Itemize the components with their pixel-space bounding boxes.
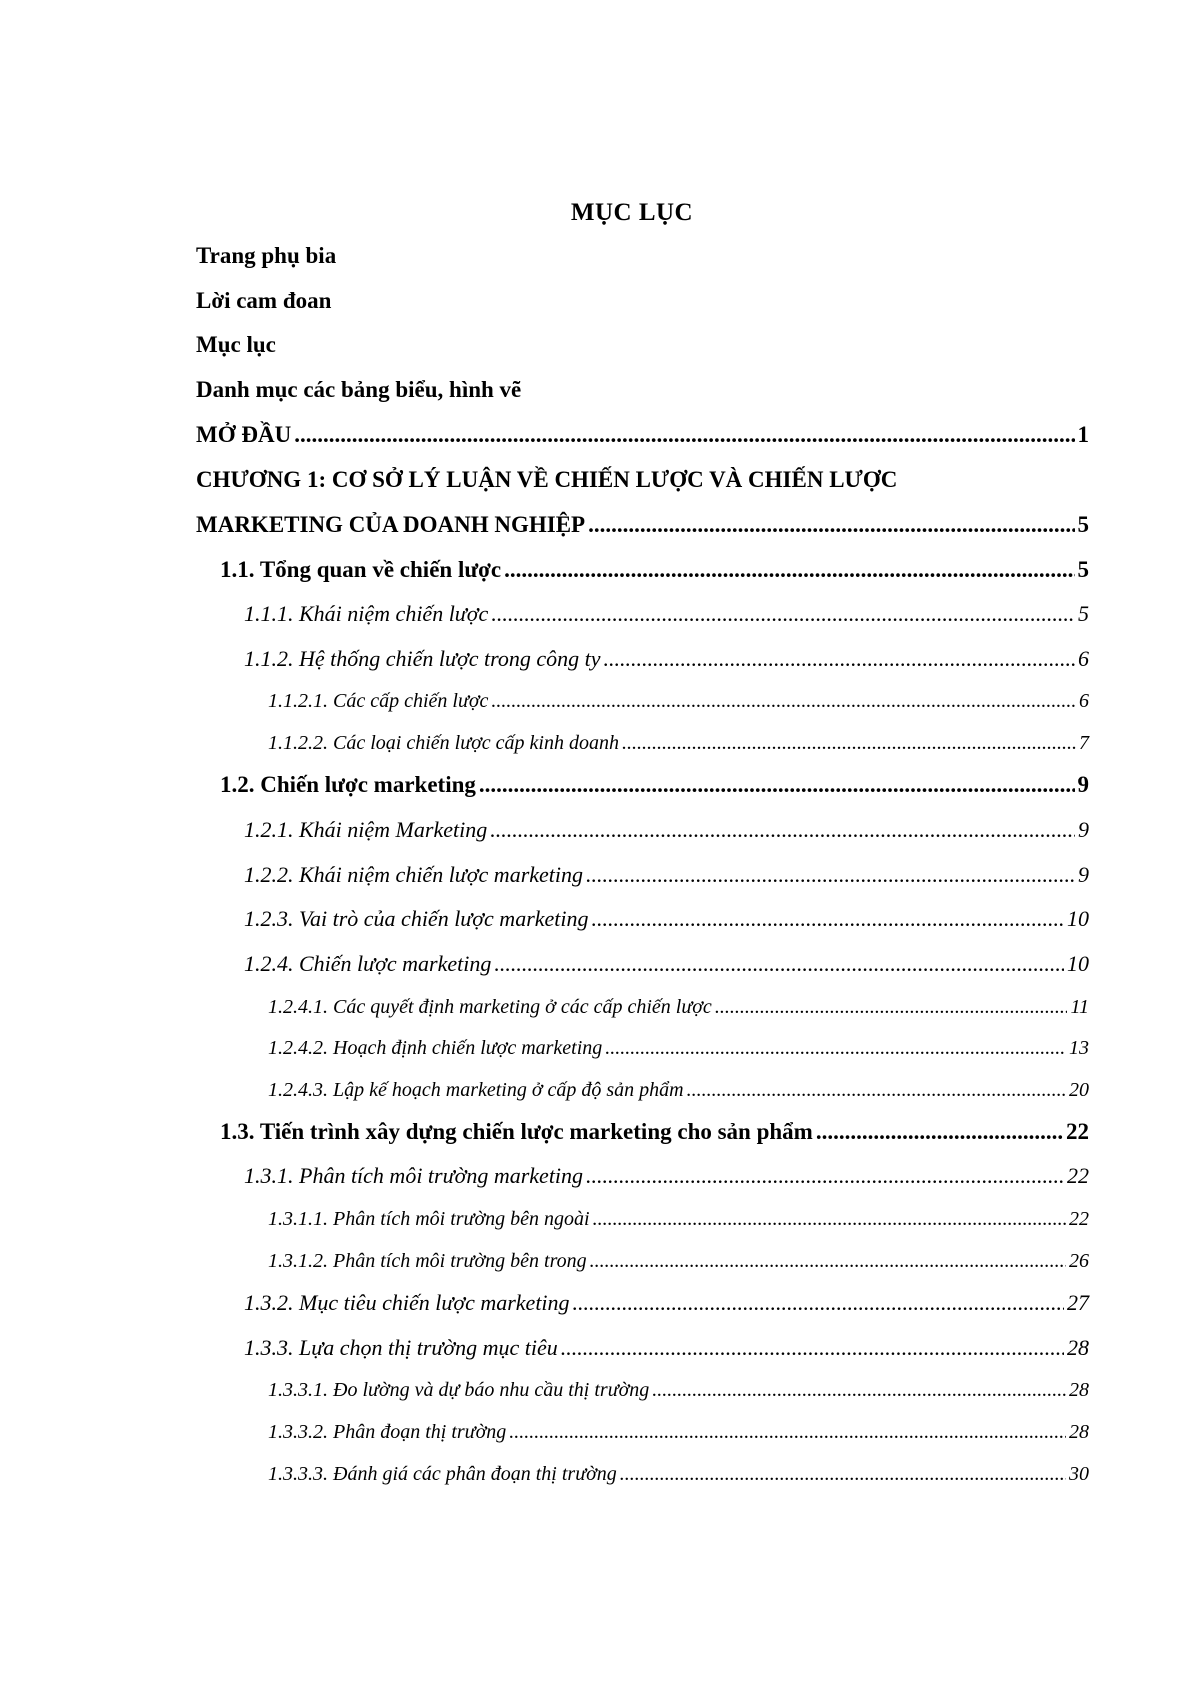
dot-leader	[588, 508, 1074, 542]
dot-leader	[604, 642, 1075, 676]
dot-leader	[687, 1073, 1066, 1107]
toc-entry[interactable]	[244, 1331, 1089, 1365]
dot-leader	[491, 684, 1076, 718]
toc-entry-text: 1.1.2.2. Các loại chiến lược cấp kinh doanh	[268, 732, 619, 754]
toc-page-number: 5	[1077, 512, 1089, 537]
toc-entry-text: 1.3.3.1. Đo lường và dự báo nhu cầu thị trường	[268, 1379, 650, 1401]
dot-leader	[573, 1286, 1064, 1320]
page-title: MỤC LỤC	[570, 199, 694, 226]
dot-leader	[491, 597, 1075, 631]
toc-entry[interactable]	[220, 768, 1089, 802]
toc-entry-text: 1.3.1.2. Phân tích môi trường bên trong	[268, 1250, 587, 1272]
toc-entry-text: MỞ ĐẦU	[196, 422, 292, 447]
dot-leader	[593, 1202, 1066, 1236]
toc-page-number: 22	[1066, 1119, 1089, 1144]
dot-leader	[590, 1244, 1066, 1278]
toc-entry-text: 1.1.2.1. Các cấp chiến lược	[268, 690, 489, 712]
toc-page-number: 27	[1067, 1290, 1089, 1315]
toc-entry-text: MARKETING CỦA DOANH NGHIỆP	[196, 512, 586, 537]
toc-entry-text: 1.3.3.2. Phân đoạn thị trường	[268, 1421, 507, 1443]
dot-leader	[504, 553, 1074, 587]
dot-leader	[479, 768, 1075, 802]
toc-entry-text: 1.3.2. Mục tiêu chiến lược marketing	[244, 1290, 570, 1315]
toc-page-number: 9	[1077, 772, 1089, 797]
toc-entry[interactable]	[244, 858, 1089, 892]
dot-leader	[490, 813, 1075, 847]
toc-page-number: 9	[1078, 862, 1089, 887]
dot-leader	[622, 726, 1076, 760]
dot-leader	[652, 1373, 1066, 1407]
toc-page-number: 11	[1070, 996, 1089, 1018]
toc-page-number: 13	[1069, 1037, 1089, 1059]
toc-entry[interactable]	[268, 990, 1089, 1024]
toc-entry[interactable]	[244, 902, 1089, 936]
toc-page-number: 30	[1069, 1463, 1089, 1485]
toc-entry[interactable]	[268, 1415, 1089, 1449]
toc-entry-text: 1.2.4.2. Hoạch định chiến lược marketing	[268, 1037, 603, 1059]
toc-entry[interactable]	[244, 642, 1089, 676]
dot-leader	[586, 858, 1075, 892]
toc-entry-text: 1.3.3.3. Đánh giá các phân đoạn thị trường	[268, 1463, 617, 1485]
toc-page-number: 6	[1079, 690, 1089, 712]
toc-entry-text: 1.3.3. Lựa chọn thị trường mục tiêu	[244, 1335, 558, 1360]
dot-leader	[294, 418, 1074, 452]
dot-leader	[509, 1415, 1066, 1449]
toc-page-number: 6	[1078, 646, 1089, 671]
toc-entry[interactable]	[268, 726, 1089, 760]
toc-entry-chapter-1[interactable]	[196, 508, 1089, 542]
toc-entry[interactable]	[244, 1159, 1089, 1193]
dot-leader	[586, 1159, 1064, 1193]
toc-entry-text: 1.2.4. Chiến lược marketing	[244, 951, 492, 976]
toc-front-matter-item: Mục lục	[196, 332, 276, 357]
toc-page-number: 10	[1067, 951, 1089, 976]
toc-entry[interactable]	[268, 1457, 1089, 1491]
toc-entry[interactable]	[220, 1115, 1089, 1149]
toc-entry[interactable]	[268, 1373, 1089, 1407]
toc-entry-text: 1.3. Tiến trình xây dựng chiến lược marketing cho sản phẩm	[220, 1119, 813, 1144]
toc-entry-text: 1.3.1. Phân tích môi trường marketing	[244, 1163, 584, 1188]
toc-entry-text: 1.2.3. Vai trò của chiến lược marketing	[244, 906, 589, 931]
toc-page-number: 5	[1078, 601, 1089, 626]
dot-leader	[715, 990, 1068, 1024]
toc-page-number: 5	[1077, 557, 1089, 582]
toc-entry-text: 1.2.2. Khái niệm chiến lược marketing	[244, 862, 584, 887]
toc-page-number: 22	[1067, 1163, 1089, 1188]
toc-front-matter-item: Danh mục các bảng biểu, hình vẽ	[196, 377, 522, 402]
dot-leader	[561, 1331, 1064, 1365]
toc-page-number: 28	[1069, 1421, 1089, 1443]
toc-entry-text: 1.2.4.1. Các quyết định marketing ở các cấp chiến lược	[268, 996, 712, 1018]
toc-page-number: 20	[1069, 1079, 1089, 1101]
toc-entry[interactable]	[220, 553, 1089, 587]
toc-page-number: 1	[1077, 422, 1089, 447]
toc-front-matter-item: Lời cam đoan	[196, 288, 332, 313]
dot-leader	[816, 1115, 1063, 1149]
toc-page-number: 22	[1069, 1208, 1089, 1230]
toc-page-number: 9	[1078, 817, 1089, 842]
toc-page-number: 28	[1069, 1379, 1089, 1401]
toc-entry-text: 1.1. Tổng quan về chiến lược	[220, 557, 502, 582]
dot-leader	[620, 1457, 1066, 1491]
dot-leader	[494, 947, 1064, 981]
toc-entry-text: 1.2.4.3. Lập kế hoạch marketing ở cấp độ sản phẩm	[268, 1079, 684, 1101]
dot-leader	[605, 1031, 1066, 1065]
toc-page-number: 7	[1079, 732, 1089, 754]
toc-entry[interactable]	[244, 813, 1089, 847]
toc-entry[interactable]	[244, 597, 1089, 631]
toc-entry-intro[interactable]	[196, 418, 1089, 452]
toc-page-number: 26	[1069, 1250, 1089, 1272]
toc-entry-text: 1.3.1.1. Phân tích môi trường bên ngoài	[268, 1208, 590, 1230]
toc-entry[interactable]	[268, 1244, 1089, 1278]
toc-entry[interactable]	[268, 1031, 1089, 1065]
toc-entry[interactable]	[244, 1286, 1089, 1320]
toc-entry-text: 1.2. Chiến lược marketing	[220, 772, 476, 797]
toc-entry-text: 1.1.1. Khái niệm chiến lược	[244, 601, 489, 626]
toc-entry[interactable]	[244, 947, 1089, 981]
toc-page-number: 10	[1067, 906, 1089, 931]
toc-entry-text: 1.1.2. Hệ thống chiến lược trong công ty	[244, 646, 601, 671]
toc-front-matter-item: Trang phụ bia	[196, 243, 337, 268]
toc-entry[interactable]	[268, 1202, 1089, 1236]
toc-entry-text: 1.2.1. Khái niệm Marketing	[244, 817, 488, 842]
toc-page-number: 28	[1067, 1335, 1089, 1360]
toc-entry[interactable]	[268, 684, 1089, 718]
toc-entry[interactable]	[268, 1073, 1089, 1107]
dot-leader	[592, 902, 1064, 936]
toc-chapter-title-line: CHƯƠNG 1: CƠ SỞ LÝ LUẬN VỀ CHIẾN LƯỢC VÀ CHIẾN LƯỢC	[196, 467, 898, 492]
